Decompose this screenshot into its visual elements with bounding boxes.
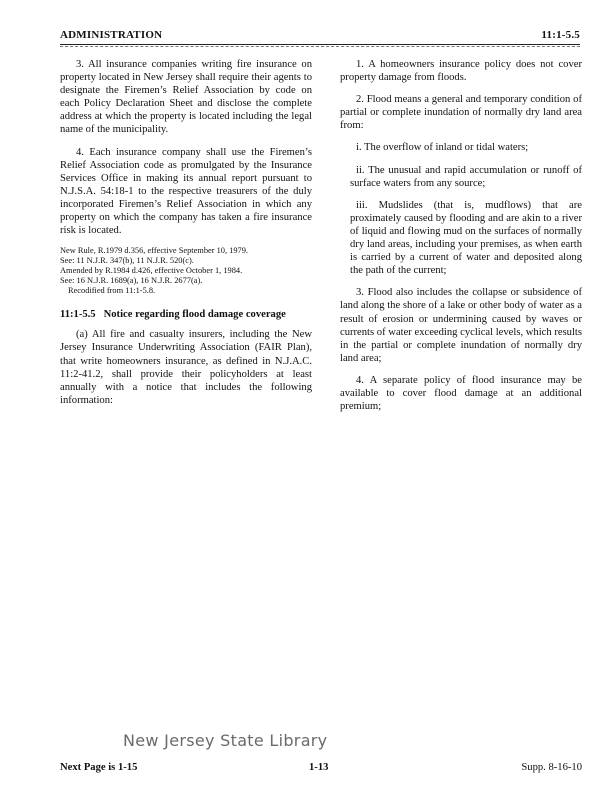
sub-item-iii: iii. Mudslides (that is, mudflows) that are proximately caused by flooding and are akin to a river of liquid and flowing mud on the surfaces of normally dry land areas, including your premises, as when earth is carried by a current of water and deposited along the path of the current; [350,199,582,277]
history-note [60,246,312,296]
paragraph-4: 4. Each insurance company shall use the Firemen’s Relief Association code as promulgated by the Insurance Services Office in making its annual report pursuant to N.J.S.A. 54:18-1 to the respective treasurers of the duly incorporated Firemen’s Relief Association in which any property on which the company has taken a fire insurance risk is located. [60,146,312,237]
header-rule-secondary [60,46,580,47]
header-section: 11:1-5.5 [541,29,580,41]
running-header [60,29,580,45]
paragraph-a: (a) All fire and casualty insurers, including the New Jersey Insurance Underwriting Association (FAIR Plan), that write homeowners insurance, as defined in N.J.A.C. 11:2-41.2, shall provide their policyholders at least annually with a notice that includes the following information: [60,329,312,406]
page-number: 1-13 [309,762,329,773]
item-1: 1. A homeowners insurance policy does not cover property damage from floods. [340,59,582,84]
history-line: Amended by R.1984 d.426, effective October 1, 1984. [60,266,243,276]
sub-item-i: i. The overflow of inland or tidal waters; [356,142,529,154]
left-column [60,58,312,416]
sub-item-ii: ii. The unusual and rapid accumulation or runoff of surface waters from any source; [350,164,582,189]
right-column [340,58,582,422]
page-footer [60,762,582,778]
section-heading [60,308,312,321]
next-page-note: Next Page is 1-15 [60,762,138,773]
paragraph-3: 3. All insurance companies writing fire insurance on property located in New Jersey shall require their agents to designate the Firemen’s Relief Association by code on each Policy Declaration Sheet and disclose the complete address at which the property is located including the legal name of the municipality. [60,59,312,136]
item-3: 3. Flood also includes the collapse or subsidence of land along the shore of a lake or other body of water as a result of erosion or undermining caused by waves or currents of water exceeding cyclical levels, which results in the partial or complete inundation of normally dry land area; [340,287,582,364]
item-2: 2. Flood means a general and temporary condition of partial or complete inundation of normally dry land area from: [340,94,582,132]
library-watermark: New Jersey State Library [123,731,328,750]
history-line: Recodified from 11:1-5.8. [68,286,156,296]
section-number: 11:1-5.5 [60,309,96,321]
supplement-date: Supp. 8-16-10 [521,762,582,773]
history-line: See: 16 N.J.R. 1689(a), 16 N.J.R. 2677(a). [60,276,203,286]
section-title: Notice regarding flood damage coverage [103,309,286,321]
item-4: 4. A separate policy of flood insurance may be available to cover flood damage at an additional premium; [340,374,582,413]
header-chapter: ADMINISTRATION [60,29,163,41]
history-line: New Rule, R.1979 d.356, effective September 10, 1979. [60,246,249,256]
header-rule [60,44,580,45]
history-line: See: 11 N.J.R. 347(b), 11 N.J.R. 520(c). [60,256,194,266]
